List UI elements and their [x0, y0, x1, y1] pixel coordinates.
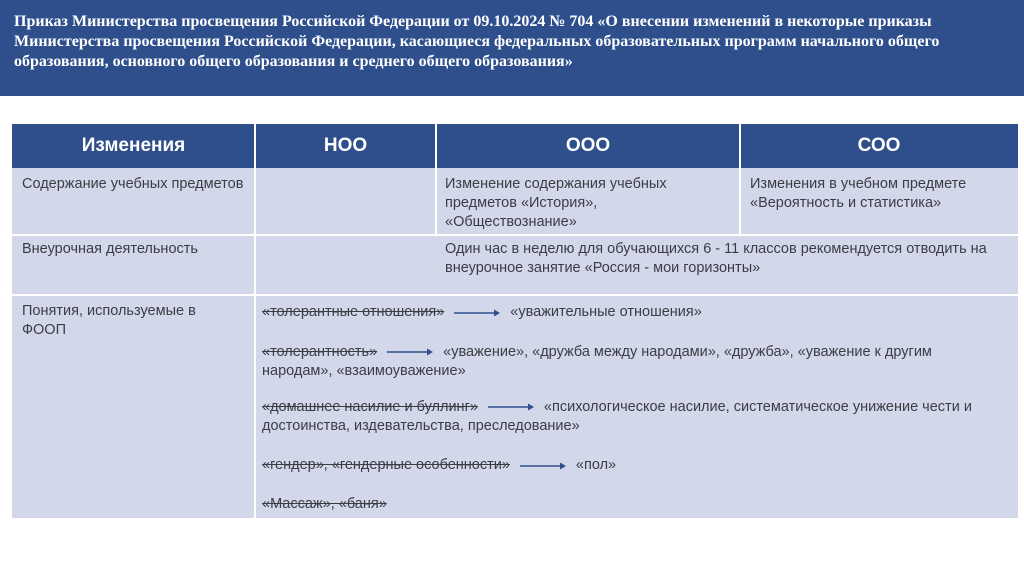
old-term: «Массаж», «баня»	[262, 496, 387, 512]
replacement-item	[262, 303, 1002, 322]
right-arrow-icon	[488, 402, 534, 412]
cell-extracurricular-span: Один час в неделю для обучающихся 6 - 11 классов рекомендуется отводить на внеурочное занятие «Россия - мои горизонты»	[445, 241, 987, 276]
new-term: «психологическое насилие, систематическое унижение чести и достоинства, издевательства, преследование»	[262, 399, 972, 434]
replacement-item	[262, 495, 1002, 514]
column-divider	[739, 124, 741, 234]
row-label-concepts: Понятия, используемые в ФООП	[22, 303, 196, 338]
row-divider	[12, 294, 1018, 296]
row-divider	[12, 234, 1018, 236]
column-header-ooo: ООО	[565, 135, 611, 156]
column-header-soo: СОО	[857, 135, 901, 156]
new-term: «уважительные отношения»	[510, 304, 702, 320]
column-header-noo: НОО	[323, 135, 368, 156]
column-divider	[254, 124, 256, 518]
old-term: «гендер», «гендерные особенности»	[262, 457, 510, 473]
right-arrow-icon	[387, 347, 433, 357]
right-arrow-icon	[454, 308, 500, 318]
cell-ooo-content: Изменение содержания учебных предметов «История», «Обществознание»	[445, 176, 667, 230]
old-term: «толерантные отношения»	[262, 304, 445, 320]
slide-header	[0, 0, 1024, 96]
column-divider	[435, 168, 437, 234]
new-term: «пол»	[575, 457, 617, 473]
column-header-changes: Изменения	[81, 135, 186, 156]
slide-title: Приказ Министерства просвещения Российской Федерации от 09.10.2024 № 704 «О внесении изменений в некоторые приказы Министерства просвещения Российской Федерации, касающиеся федеральных образовательных программ начального общего образования, основного общего образования и среднего общего образования»	[14, 13, 940, 70]
row-label-extracurricular: Внеурочная деятельность	[22, 241, 198, 257]
replacement-item	[262, 456, 1002, 475]
replacement-item	[262, 343, 1002, 381]
cell-soo-content: Изменения в учебном предмете «Вероятность и статистика»	[750, 176, 967, 211]
old-term: «домашнее насилие и буллинг»	[262, 399, 478, 415]
new-term: «уважение», «дружба между народами», «дружба», «уважение к другим народам», «взаимоуважение»	[262, 344, 932, 379]
right-arrow-icon	[520, 461, 566, 471]
row-label-content: Содержание учебных предметов	[22, 176, 244, 192]
changes-table	[12, 124, 1018, 518]
table-header-row	[12, 124, 1018, 168]
old-term: «толерантность»	[262, 344, 378, 360]
column-divider	[435, 124, 437, 168]
replacement-item	[262, 398, 1002, 436]
